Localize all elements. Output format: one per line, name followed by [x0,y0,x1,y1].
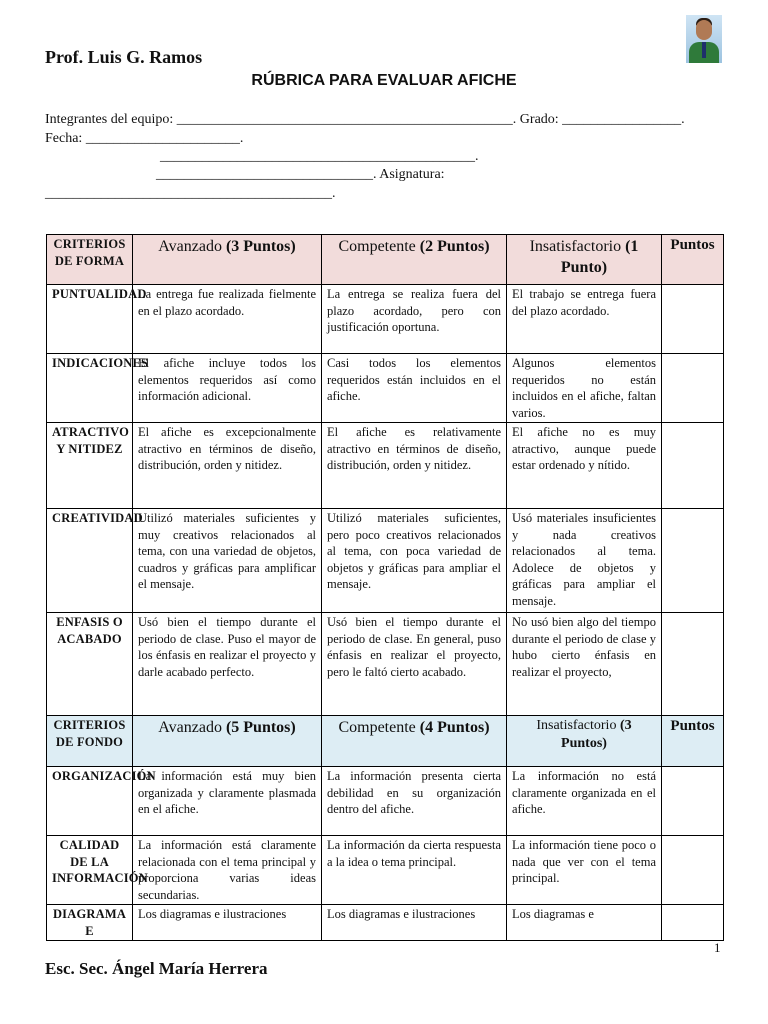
competent-cell: La información presenta cierta debilidad en su organización dentro del afiche. [322,767,507,836]
document-title: RÚBRICA PARA EVALUAR AFICHE [251,72,517,89]
points-cell [662,613,724,716]
criterion-cell: ATRACTIVO Y NITIDEZ [47,423,133,509]
fondo-header-row [47,716,724,767]
blank-line-2: _________________________________________. [45,186,336,201]
competent-cell: La información da cierta respuesta a la idea o tema principal. [322,836,507,905]
table-row [47,354,724,423]
competent-cell: El afiche es relativamente atractivo en términos de diseño, distribución, orden y nitidez. [322,423,507,509]
table-row [47,613,724,716]
advanced-cell: Los diagramas e ilustraciones [133,905,322,941]
author-photo [686,15,722,63]
advanced-cell: El afiche incluye todos los elementos requeridos así como información adicional. [133,354,322,423]
criterion-cell: ORGANIZACIÓN [47,767,133,836]
competent-cell: Usó bien el tiempo durante el periodo de clase. En general, puso énfasis en realizar el proyecto, pero le faltó cierto acabado. [322,613,507,716]
points-cell [662,509,724,613]
blank-line: _____________________________________________. [160,149,479,164]
table-row [47,767,724,836]
advanced-cell: El afiche es excepcionalmente atractivo en términos de diseño, distribución, orden y nitidez. [133,423,322,509]
table-row [47,905,724,941]
forma-header-row [47,235,724,285]
table-row [47,836,724,905]
level-unsatisfactory-header: Insatisfactorio (3 Puntos) [507,716,662,767]
team-members-line: Integrantes del equipo: ________________________________________________. Grado: _________________. [45,112,685,127]
unsatisfactory-cell: La información no está claramente organizada en el afiche. [507,767,662,836]
advanced-cell: La información está muy bien organizada y claramente plasmada en el afiche. [133,767,322,836]
criterion-cell: DIAGRAMA E [47,905,133,941]
points-cell [662,767,724,836]
advanced-cell: La entrega fue realizada fielmente en el plazo acordado. [133,285,322,354]
author-name: Prof. Luis G. Ramos [45,47,203,67]
points-cell [662,285,724,354]
unsatisfactory-cell: Algunos elementos requeridos no están incluidos en el afiche, faltan varios. [507,354,662,423]
table-row [47,285,724,354]
unsatisfactory-cell: Usó materiales insuficientes y nada creativos relacionados al tema. Adolece de objetos y gráficas para ampliar el mensaje. [507,509,662,613]
level-advanced-header: Avanzado (3 Puntos) [133,235,322,285]
rubric-table [46,234,724,941]
competent-cell: La entrega se realiza fuera del plazo acordado, pero con justificación oportuna. [322,285,507,354]
date-line: Fecha: ______________________. [45,131,244,146]
criterion-cell: INDICACIONES [47,354,133,423]
points-cell [662,905,724,941]
advanced-cell: Utilizó materiales suficientes y muy creativos relacionados al tema, con una variedad de objetos, cuadros y gráficas para amplificar el mensaje. [133,509,322,613]
points-cell [662,354,724,423]
level-competent-header: Competente (4 Puntos) [322,716,507,767]
criterion-cell: PUNTUALIDAD [47,285,133,354]
points-cell [662,423,724,509]
unsatisfactory-cell: Los diagramas e [507,905,662,941]
level-advanced-header: Avanzado (5 Puntos) [133,716,322,767]
points-cell [662,836,724,905]
unsatisfactory-cell: El afiche no es muy atractivo, aunque puede estar ordenado y nítido. [507,423,662,509]
competent-cell: Los diagramas e ilustraciones [322,905,507,941]
page-number: 1 [714,940,721,955]
unsatisfactory-cell: La información tiene poco o nada que ver con el tema principal. [507,836,662,905]
subject-line: _______________________________. Asignatura: [156,167,445,182]
level-unsatisfactory-header: Insatisfactorio (1 Punto) [507,235,662,285]
points-header: Puntos [662,235,724,285]
criterion-header: CRITERIOS DE FORMA [47,235,133,285]
competent-cell: Casi todos los elementos requeridos están incluidos en el afiche. [322,354,507,423]
table-row [47,423,724,509]
school-name: Esc. Sec. Ángel María Herrera [45,959,268,978]
criterion-header: CRITERIOS DE FONDO [47,716,133,767]
criterion-cell: CREATIVIDAD [47,509,133,613]
criterion-cell: CALIDAD DE LA INFORMACIÓN [47,836,133,905]
advanced-cell: La información está claramente relacionada con el tema principal y proporciona varias ideas secundarias. [133,836,322,905]
unsatisfactory-cell: No usó bien algo del tiempo durante el periodo de clase y hubo cierto énfasis en realizar el proyecto, [507,613,662,716]
points-header: Puntos [662,716,724,767]
level-competent-header: Competente (2 Puntos) [322,235,507,285]
unsatisfactory-cell: El trabajo se entrega fuera del plazo acordado. [507,285,662,354]
competent-cell: Utilizó materiales suficientes, pero poco creativos relacionados al tema, con poca variedad de objetos y gráficas para ampliar el mensaje. [322,509,507,613]
table-row [47,509,724,613]
advanced-cell: Usó bien el tiempo durante el periodo de clase. Puso el mayor de los énfasis en realizar el proyecto y darle acabado perfecto. [133,613,322,716]
criterion-cell: ENFASIS O ACABADO [47,613,133,716]
